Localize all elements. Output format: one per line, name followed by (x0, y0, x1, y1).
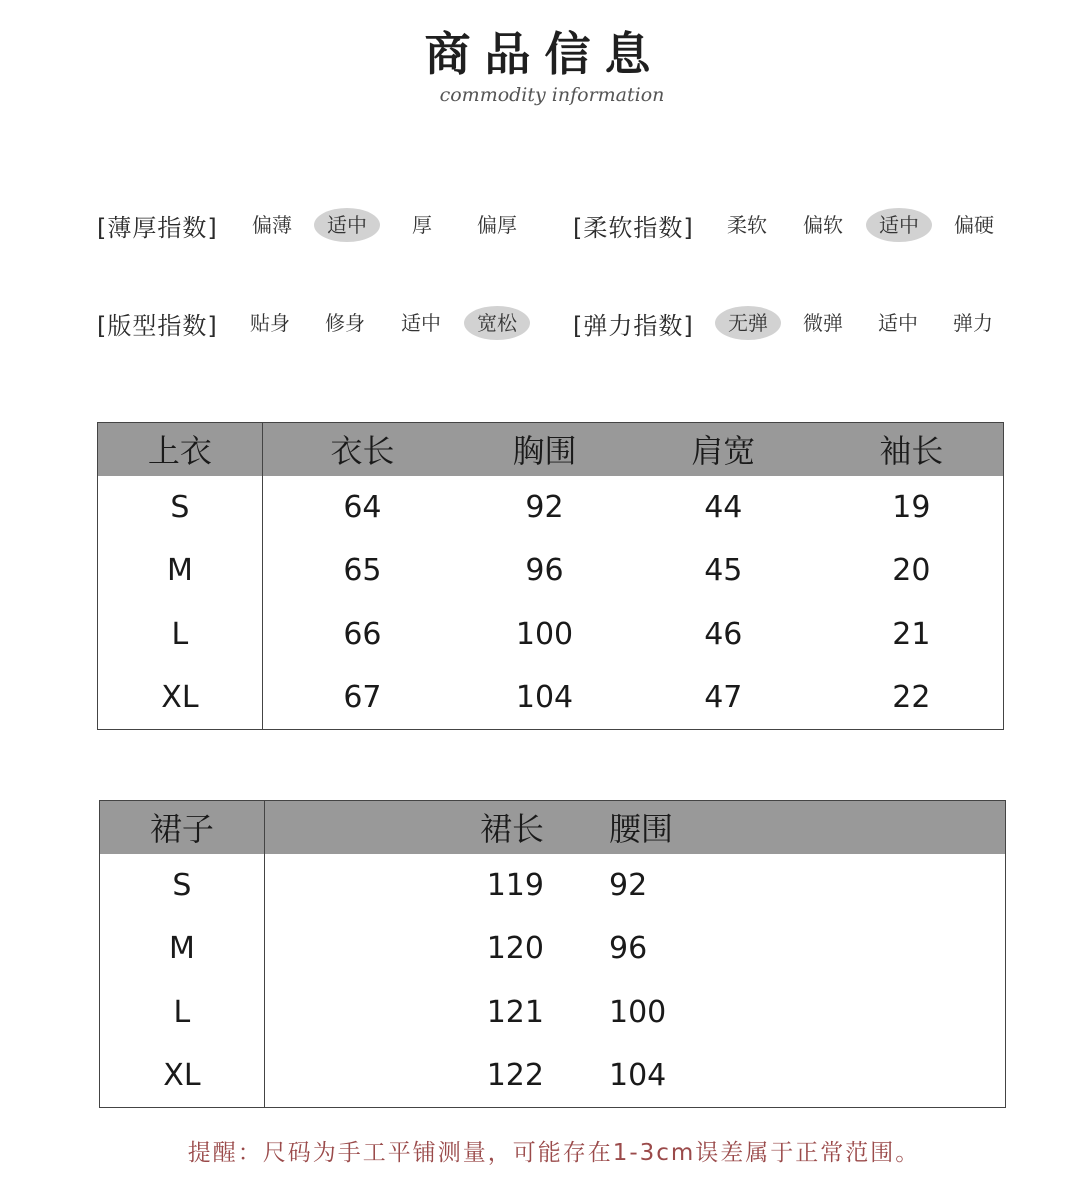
column-header: 袖长 (820, 423, 1004, 476)
index-fit (97, 303, 557, 343)
index-option: 偏硬 (954, 213, 994, 237)
table-row (100, 854, 1006, 918)
table-cell: 64 (343, 489, 382, 525)
table-row (98, 539, 1004, 603)
table-row (100, 1044, 1006, 1108)
table-cell: 20 (892, 553, 931, 589)
index-label: [柔软指数] (573, 213, 694, 242)
empty-cell (794, 854, 1006, 918)
table-row (100, 981, 1006, 1045)
index-option-selected: 适中 (314, 205, 380, 245)
index-option: 弹力 (953, 311, 993, 335)
index-option: 贴身 (250, 311, 290, 335)
table-cell: 96 (608, 931, 648, 967)
table-cell: 104 (515, 680, 574, 715)
index-label: [弹力指数] (573, 311, 694, 340)
table-row (98, 476, 1004, 540)
empty-cell (794, 981, 1006, 1045)
column-header: 衣长 (262, 423, 462, 476)
size-cell: M (100, 917, 265, 981)
index-option-selected: 适中 (866, 205, 932, 245)
table-cell: 21 (892, 616, 931, 652)
index-option: 适中 (401, 311, 441, 335)
table-cell: 45 (704, 553, 743, 589)
table-cell: 96 (525, 553, 564, 589)
table-cell: 67 (343, 680, 382, 715)
column-header: 腰围 (574, 801, 794, 854)
index-option: 偏薄 (252, 213, 292, 237)
table-cell: 120 (486, 931, 544, 967)
size-cell: L (100, 981, 265, 1045)
index-option: 微弹 (803, 311, 843, 335)
size-cell: L (98, 603, 263, 667)
measurement-note: 提醒：尺码为手工平铺测量，可能存在1-3cm误差属于正常范围。 (187, 1140, 921, 1166)
table-cell: 19 (892, 489, 931, 525)
index-label: [版型指数] (97, 311, 218, 340)
index-softness (573, 205, 1033, 245)
index-thickness (97, 205, 557, 245)
table-cell: 47 (704, 680, 743, 715)
table-cell: 22 (892, 680, 931, 715)
header-spacer (794, 801, 1006, 854)
table-row (100, 917, 1006, 981)
column-header: 胸围 (462, 423, 627, 476)
column-header: 上衣 (98, 423, 263, 476)
table-cell: 44 (704, 489, 743, 525)
table-cell: 100 (608, 994, 667, 1030)
skirt-size-table (99, 800, 1006, 1108)
table-row (98, 666, 1004, 730)
index-elasticity (573, 303, 1033, 343)
column-header: 肩宽 (627, 423, 820, 476)
table-cell: 65 (343, 553, 382, 589)
index-option: 厚 (412, 213, 432, 237)
table-cell: 92 (525, 489, 564, 525)
index-option-selected: 无弹 (715, 303, 781, 343)
column-header: 裙子 (100, 801, 265, 854)
table-row (98, 603, 1004, 667)
column-header: 裙长 (264, 801, 574, 854)
index-option-selected: 宽松 (464, 303, 530, 343)
table-cell: 100 (515, 616, 574, 652)
index-option: 修身 (325, 311, 365, 335)
size-cell: M (98, 539, 263, 603)
page-title: 商品信息 (424, 27, 665, 81)
index-option: 偏厚 (477, 213, 517, 237)
table-cell: 119 (486, 867, 544, 903)
empty-cell (794, 917, 1006, 981)
page-subtitle: commodity information (439, 84, 665, 106)
size-cell: S (100, 854, 265, 918)
table-cell: 92 (608, 867, 648, 903)
index-option: 适中 (878, 311, 918, 335)
index-label: [薄厚指数] (97, 213, 218, 242)
table-cell: 104 (608, 1058, 667, 1093)
size-cell: XL (98, 666, 263, 730)
empty-cell (794, 1044, 1006, 1108)
table-cell: 66 (343, 616, 382, 652)
table-cell: 122 (486, 1058, 544, 1093)
table-cell: 121 (486, 994, 544, 1030)
top-size-table (97, 422, 1004, 730)
table-header-row (100, 801, 1006, 854)
table-cell: 46 (704, 616, 743, 652)
size-cell: S (98, 476, 263, 540)
index-option: 偏软 (803, 213, 843, 237)
table-header-row (98, 423, 1004, 476)
index-option: 柔软 (727, 213, 767, 237)
size-cell: XL (100, 1044, 265, 1108)
